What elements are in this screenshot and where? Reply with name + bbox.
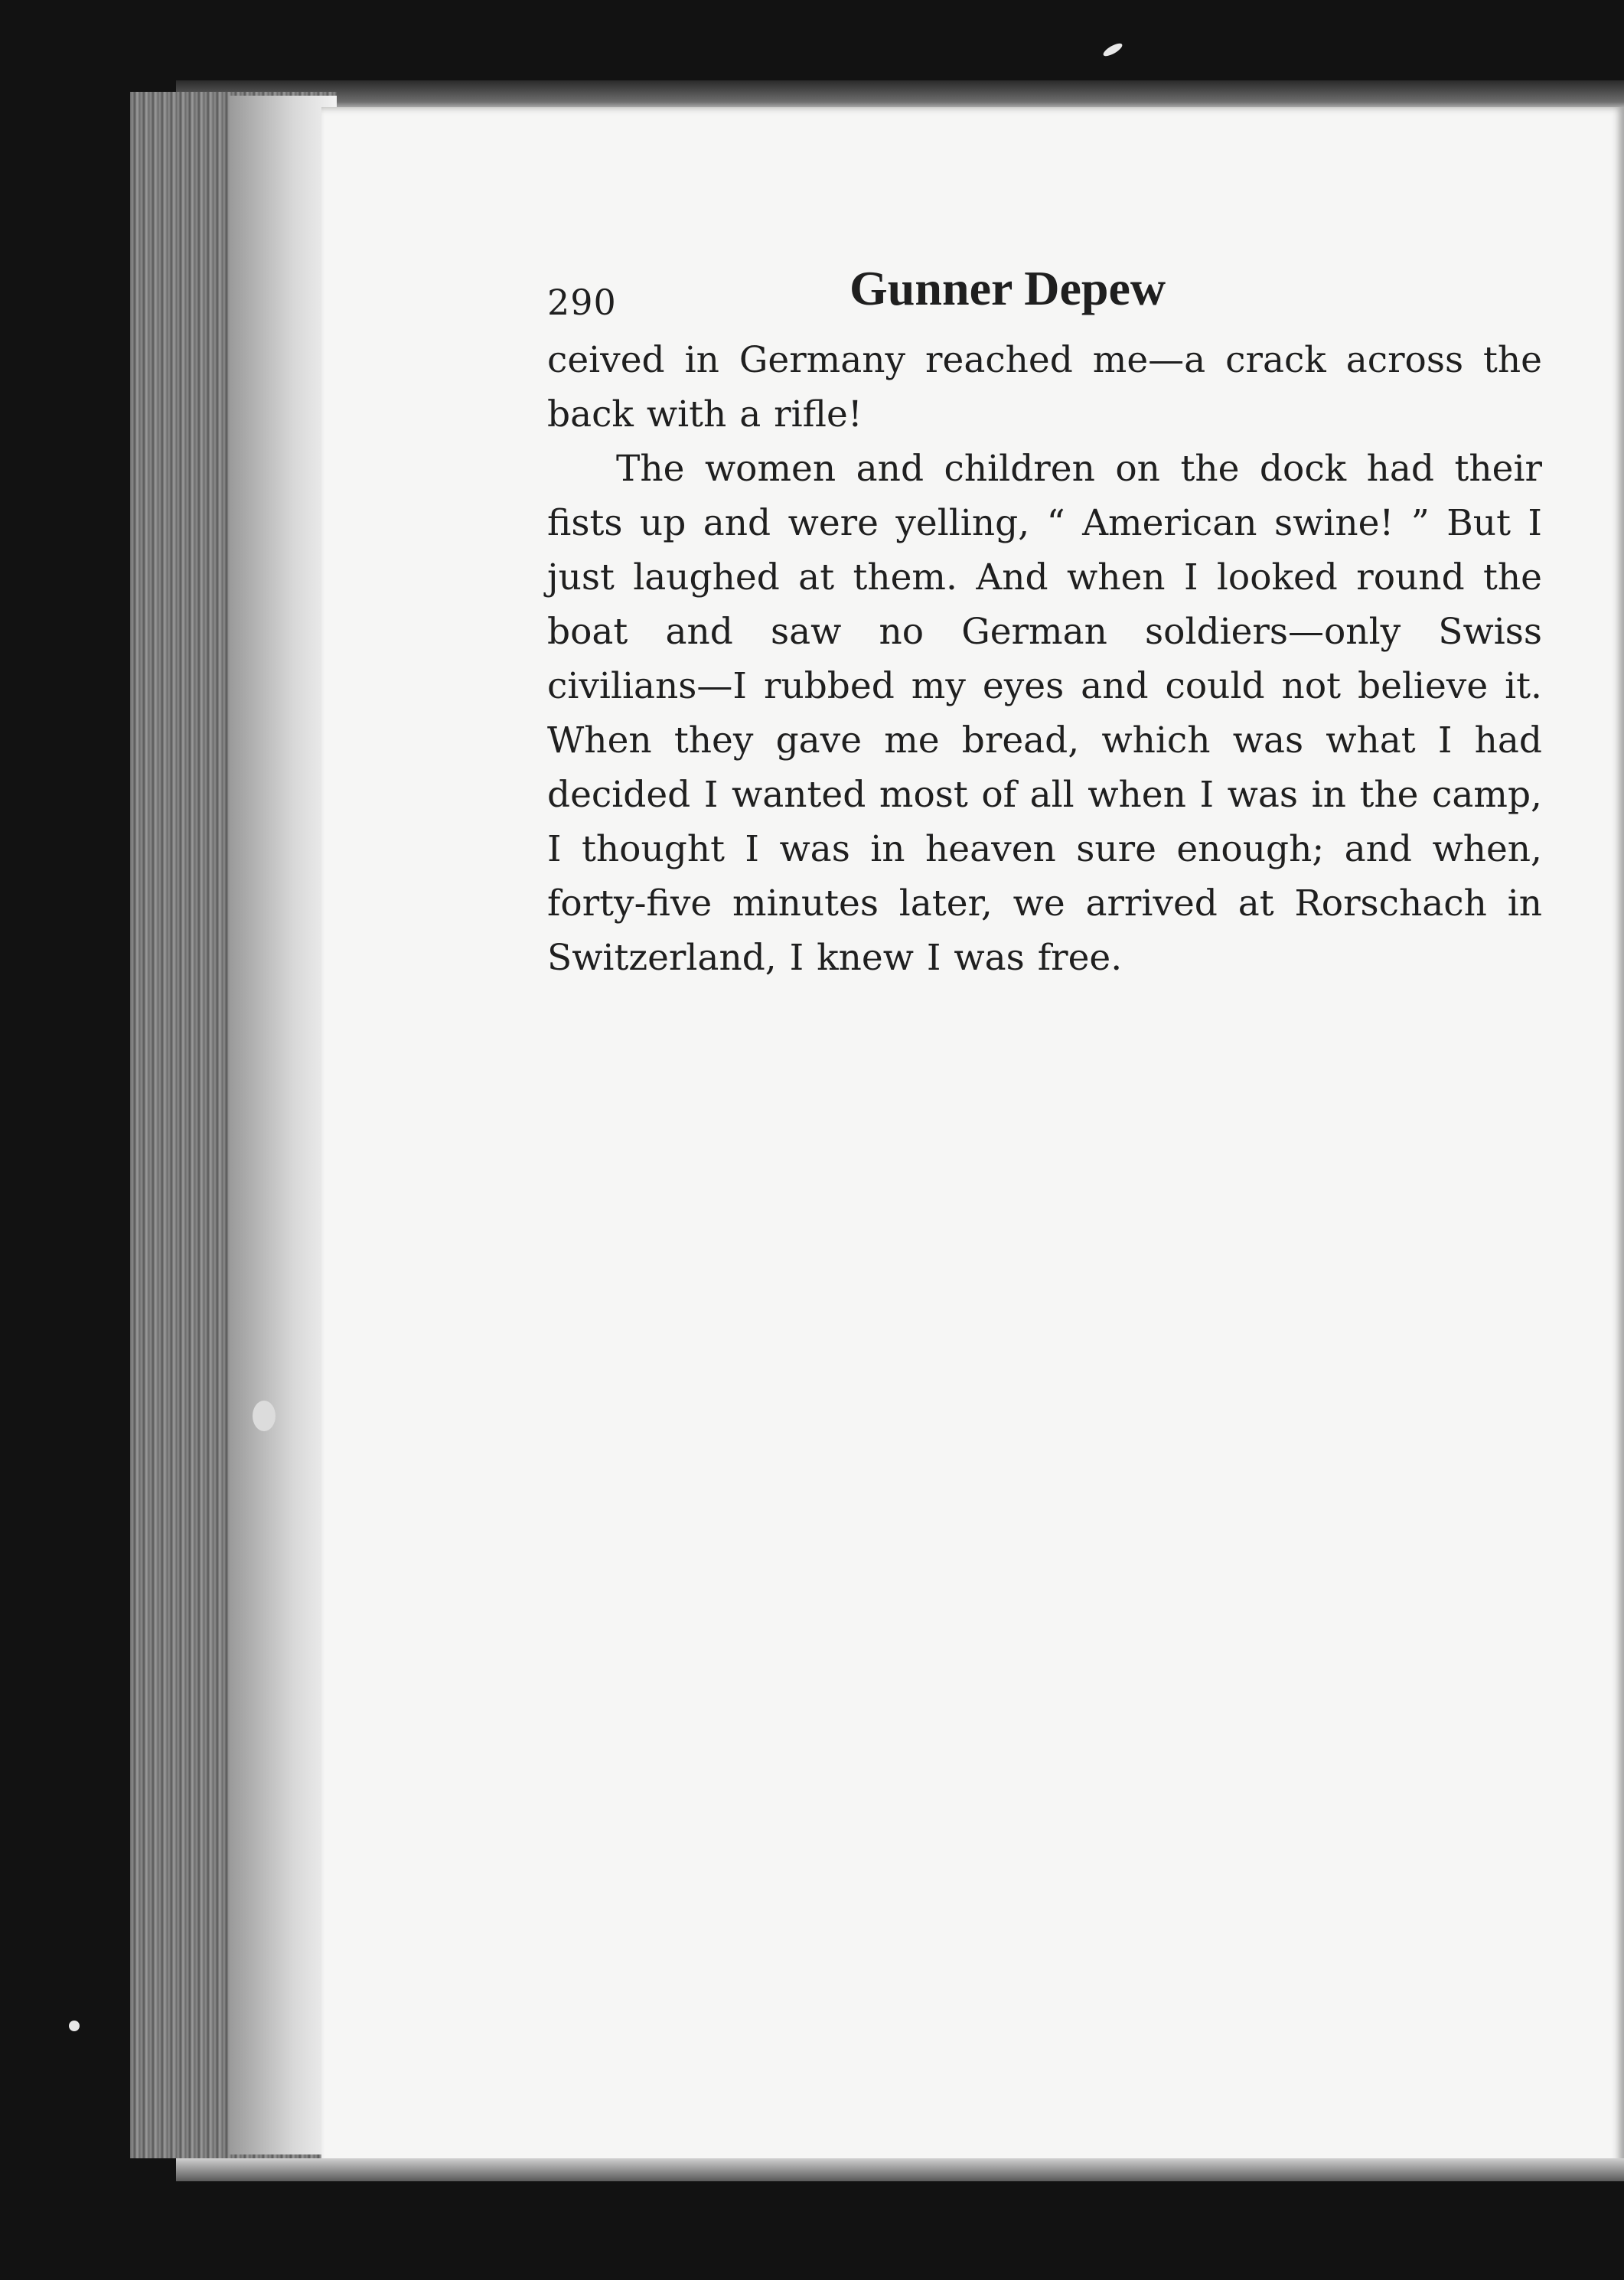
paragraph: ceived in Germany reached me—a crack across the back with a rifle! bbox=[547, 339, 1542, 435]
dust-speck bbox=[1101, 41, 1123, 59]
running-title: Gunner Depew bbox=[850, 261, 1166, 315]
page-content bbox=[547, 260, 1542, 985]
book-top-edge bbox=[176, 80, 1624, 111]
page-block-highlight bbox=[230, 96, 337, 2154]
running-head bbox=[547, 260, 1542, 333]
book-bottom-edge bbox=[176, 2158, 1624, 2181]
page-number: 290 bbox=[547, 282, 617, 323]
dust-speck bbox=[69, 2021, 80, 2031]
paragraph: The women and children on the dock had their fists up and were yelling, “ American swine! ” But I just laughed at them. And when I looked round the boat and saw no German soldiers—only Swiss civilians—I rubbed my eyes and could not believe it. When they gave me bread, which was what I had decided I wanted most of all when I was in the camp, I thought I was in heaven sure enough; and when, forty-five minutes later, we arrived at Rorschach in Switzerland, I knew I was free. bbox=[547, 448, 1542, 979]
dust-speck bbox=[253, 1401, 276, 1431]
